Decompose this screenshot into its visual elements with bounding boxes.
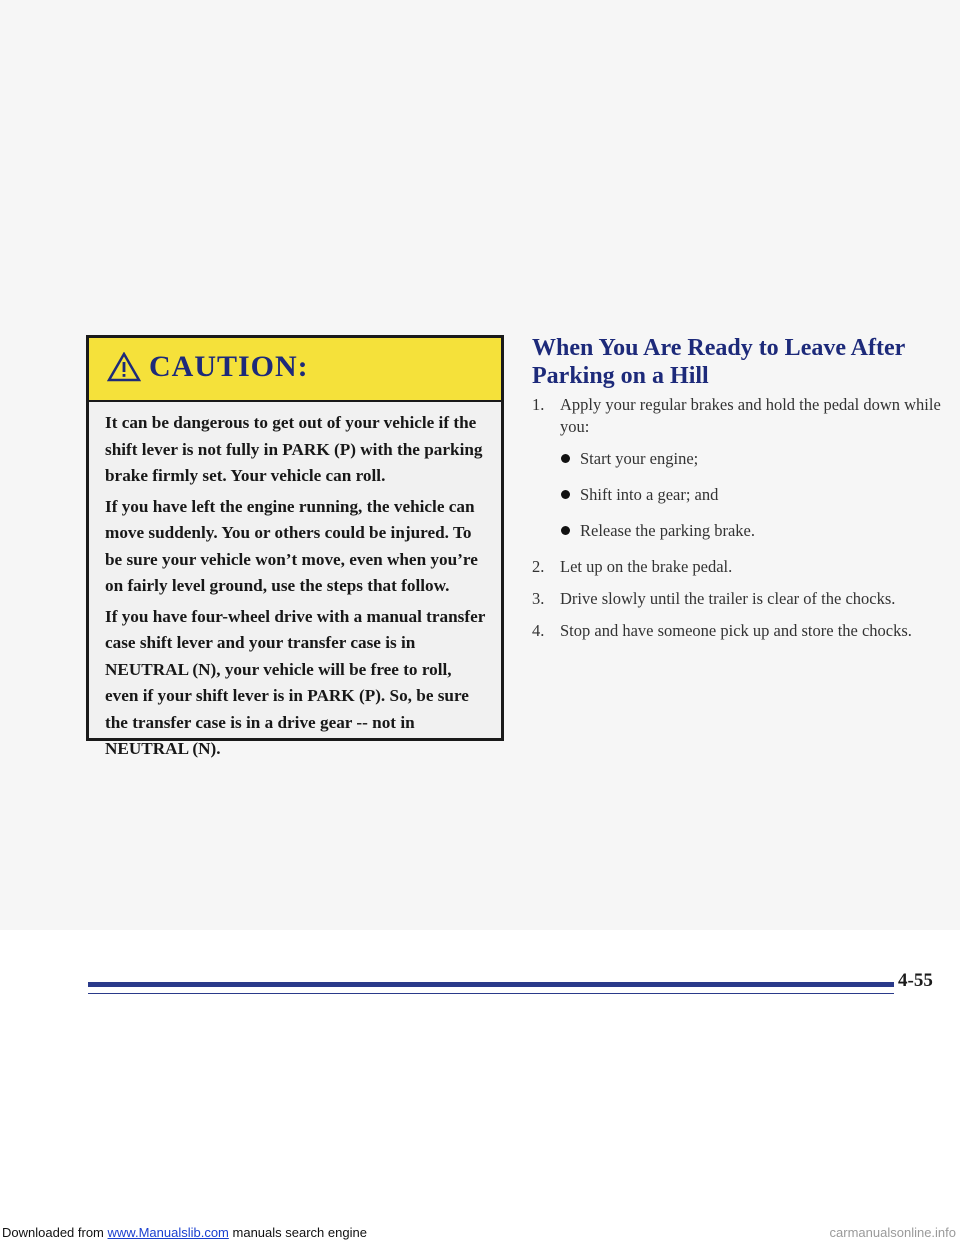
download-suffix: manuals search engine [232, 1225, 367, 1240]
step-text: Let up on the brake pedal. [560, 557, 733, 576]
caution-box [86, 335, 504, 758]
download-prefix: Downloaded from [2, 1225, 104, 1240]
caution-paragraph: If you have left the engine running, the vehicle can move suddenly. You or others could be injured. To be sure your vehicle won’t move, even when you’re on fairly level ground, use the steps that follow. [105, 496, 478, 595]
watermark: carmanualsonline.info [829, 1225, 956, 1240]
bullet-list [560, 448, 952, 542]
step-number: 4. [532, 621, 545, 640]
bullet-dot-icon [561, 454, 570, 463]
bullet-dot-icon [561, 526, 570, 535]
caution-body [105, 410, 489, 767]
bullet-text: Start your engine; [580, 449, 699, 468]
footer-rule-thick [88, 982, 894, 987]
caution-title: CAUTION: [149, 350, 309, 383]
bullet-item [560, 484, 952, 506]
step-item [532, 394, 952, 542]
step-item [532, 620, 952, 642]
manualslib-link[interactable]: www.Manualslib.com [107, 1225, 229, 1240]
caution-paragraph: If you have four-wheel drive with a manual transfer case shift lever and your transfer case is in NEUTRAL (N), your vehicle will be free to roll, even if your shift lever is in PARK (P). So, be sure the transfer case is in a drive gear -- not in NEUTRAL (N). [105, 606, 486, 758]
step-number: 2. [532, 557, 545, 576]
bullet-text: Shift into a gear; and [580, 485, 719, 504]
steps-list [532, 394, 952, 652]
step-item [532, 556, 952, 578]
section-title: When You Are Ready to Leave After Parking on a Hill [532, 335, 905, 389]
bullet-dot-icon [561, 490, 570, 499]
step-item [532, 588, 952, 610]
step-number: 1. [532, 395, 545, 414]
bullet-item [560, 520, 952, 542]
bullet-item [560, 448, 952, 470]
warning-triangle-icon [107, 352, 141, 382]
page-number: 4-55 [898, 970, 933, 991]
bullet-text: Release the parking brake. [580, 521, 756, 540]
download-footer [0, 1224, 960, 1242]
download-attribution [2, 1225, 367, 1240]
footer-rule-thin [88, 993, 894, 994]
footer-divider [88, 972, 894, 1002]
step-text: Drive slowly until the trailer is clear of the chocks. [560, 589, 896, 608]
caution-header [89, 338, 501, 402]
caution-paragraph: It can be dangerous to get out of your vehicle if the shift lever is not fully in PARK (P) with the parking brake firmly set. Your vehicle can roll. [105, 413, 483, 485]
step-text: Apply your regular brakes and hold the pedal down while you: [560, 395, 941, 436]
step-text: Stop and have someone pick up and store the chocks. [560, 621, 912, 640]
step-number: 3. [532, 589, 545, 608]
